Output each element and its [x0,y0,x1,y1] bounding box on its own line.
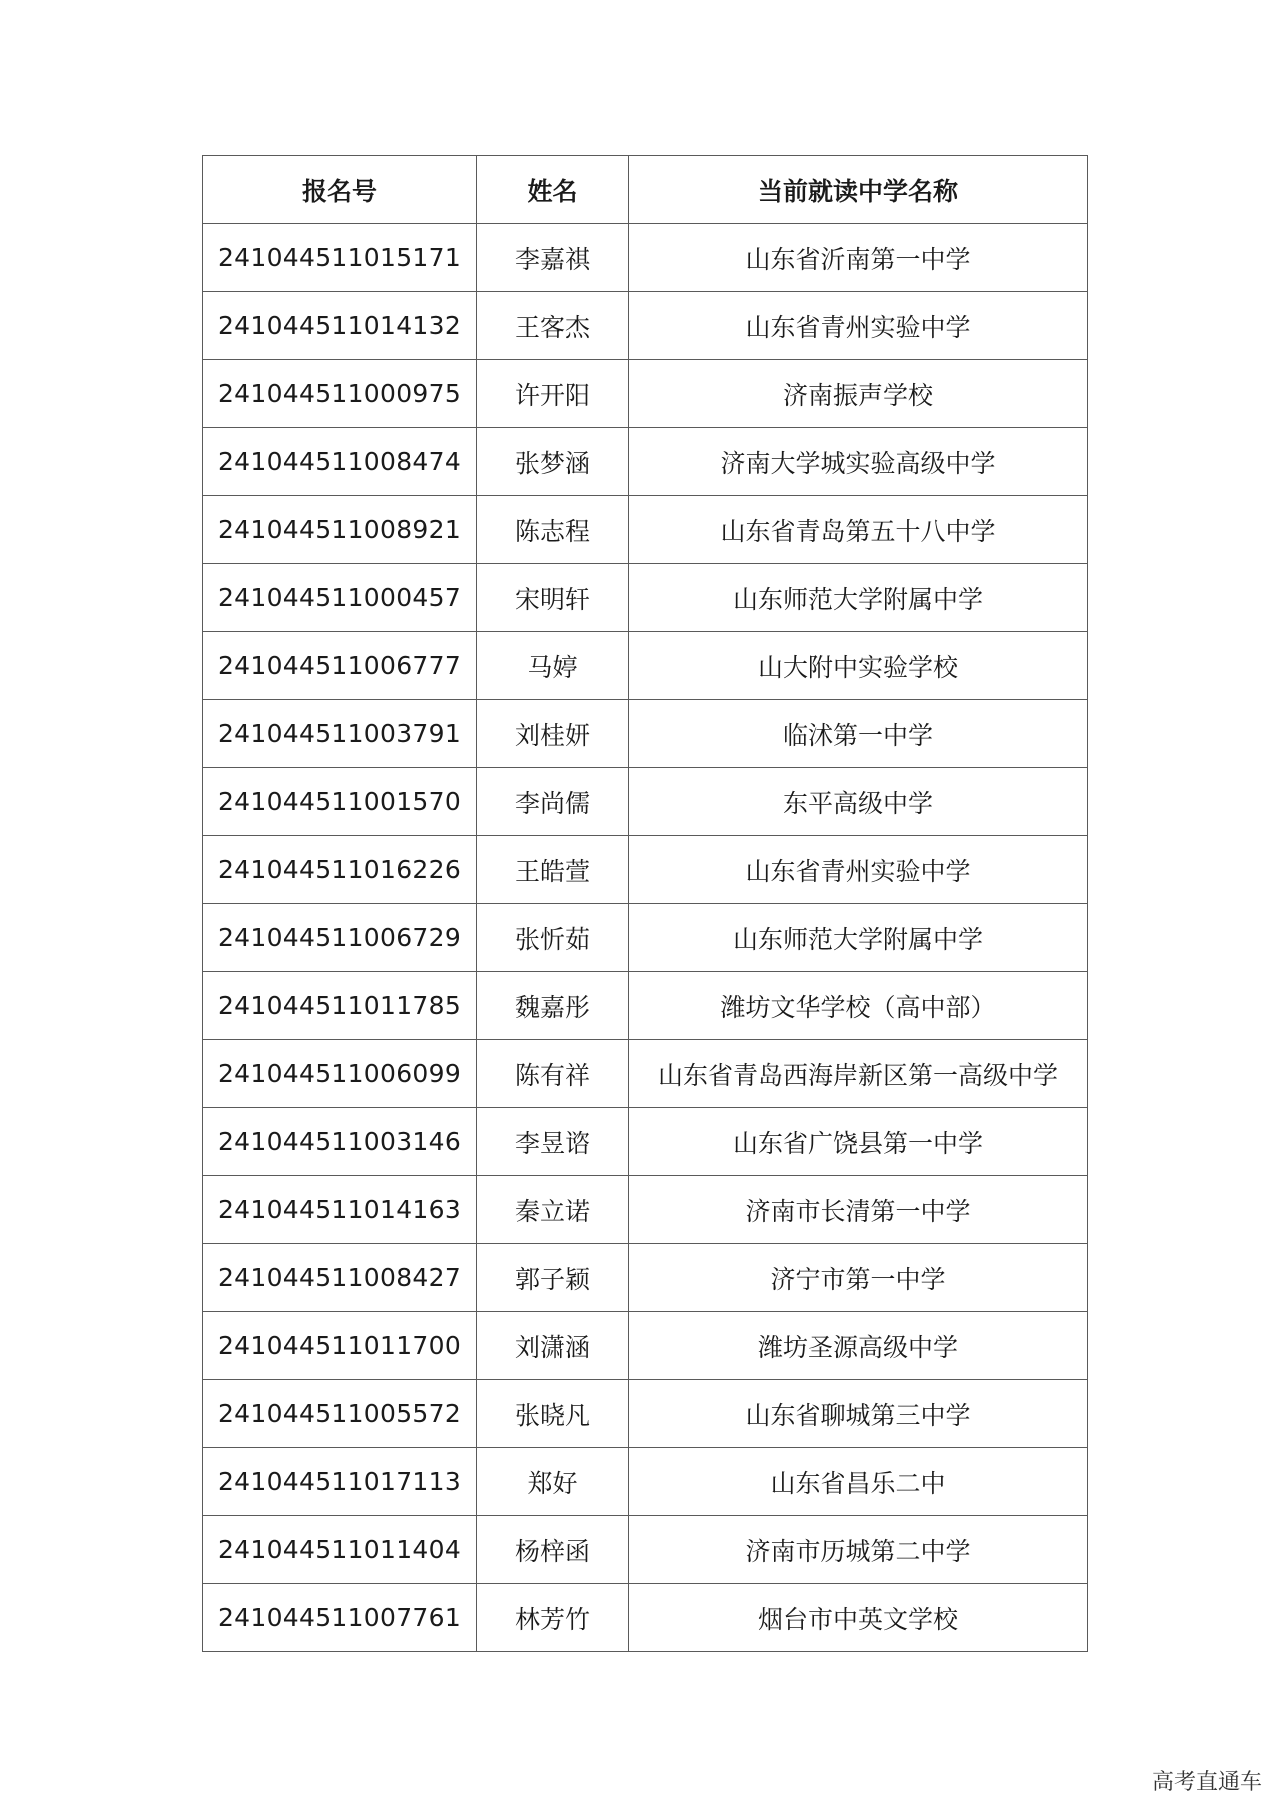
student-name-cell: 张忻茹 [477,904,629,972]
table-row [203,1244,1088,1312]
header-school: 当前就读中学名称 [629,156,1088,224]
student-name-cell: 刘桂妍 [477,700,629,768]
student-name-cell: 王客杰 [477,292,629,360]
header-name: 姓名 [477,156,629,224]
table-row [203,1040,1088,1108]
school-name-cell: 潍坊圣源高级中学 [629,1312,1088,1380]
school-name-cell: 东平高级中学 [629,768,1088,836]
school-name-cell: 山东省昌乐二中 [629,1448,1088,1516]
table-row [203,1516,1088,1584]
registration-number-cell: 241044511006099 [203,1040,477,1108]
registration-number-cell: 241044511003146 [203,1108,477,1176]
registration-number-cell: 241044511005572 [203,1380,477,1448]
table-row [203,904,1088,972]
registration-number-cell: 241044511011404 [203,1516,477,1584]
student-name-cell: 陈有祥 [477,1040,629,1108]
registration-number-cell: 241044511007761 [203,1584,477,1652]
table-row [203,564,1088,632]
school-name-cell: 山东省聊城第三中学 [629,1380,1088,1448]
table-row [203,632,1088,700]
student-name-cell: 马婷 [477,632,629,700]
registration-number-cell: 241044511017113 [203,1448,477,1516]
table-row [203,972,1088,1040]
student-name-cell: 郑好 [477,1448,629,1516]
school-name-cell: 山东省沂南第一中学 [629,224,1088,292]
school-name-cell: 济南市长清第一中学 [629,1176,1088,1244]
school-name-cell: 山东师范大学附属中学 [629,564,1088,632]
student-name-cell: 张晓凡 [477,1380,629,1448]
student-name-cell: 秦立诺 [477,1176,629,1244]
table-row [203,1108,1088,1176]
student-name-cell: 林芳竹 [477,1584,629,1652]
table-row [203,1176,1088,1244]
table-row [203,1584,1088,1652]
student-name-cell: 李嘉祺 [477,224,629,292]
student-name-cell: 陈志程 [477,496,629,564]
registration-number-cell: 241044511001570 [203,768,477,836]
table-row [203,700,1088,768]
registration-number-cell: 241044511008921 [203,496,477,564]
student-name-cell: 宋明轩 [477,564,629,632]
registration-number-cell: 241044511014132 [203,292,477,360]
table-header [203,156,1088,224]
school-name-cell: 山东省广饶县第一中学 [629,1108,1088,1176]
school-name-cell: 山东省青岛西海岸新区第一高级中学 [629,1040,1088,1108]
school-name-cell: 临沭第一中学 [629,700,1088,768]
student-name-cell: 刘潇涵 [477,1312,629,1380]
student-name-cell: 王皓萱 [477,836,629,904]
registration-number-cell: 241044511016226 [203,836,477,904]
table-row [203,836,1088,904]
table-row [203,428,1088,496]
student-name-cell: 李尚儒 [477,768,629,836]
school-name-cell: 济宁市第一中学 [629,1244,1088,1312]
table-row [203,768,1088,836]
admission-list-table [202,155,1088,1652]
school-name-cell: 济南市历城第二中学 [629,1516,1088,1584]
registration-number-cell: 241044511006729 [203,904,477,972]
school-name-cell: 烟台市中英文学校 [629,1584,1088,1652]
header-registration-number: 报名号 [203,156,477,224]
table-body [203,224,1088,1652]
registration-number-cell: 241044511008427 [203,1244,477,1312]
school-name-cell: 山东省青州实验中学 [629,292,1088,360]
student-name-cell: 杨梓函 [477,1516,629,1584]
table-row [203,1312,1088,1380]
table-row [203,292,1088,360]
school-name-cell: 山东省青州实验中学 [629,836,1088,904]
registration-number-cell: 241044511011785 [203,972,477,1040]
registration-number-cell: 241044511015171 [203,224,477,292]
table-row [203,496,1088,564]
registration-number-cell: 241044511003791 [203,700,477,768]
student-name-cell: 李昱谘 [477,1108,629,1176]
school-name-cell: 济南振声学校 [629,360,1088,428]
school-name-cell: 潍坊文华学校（高中部） [629,972,1088,1040]
student-name-cell: 许开阳 [477,360,629,428]
header-row [203,156,1088,224]
registration-number-cell: 241044511008474 [203,428,477,496]
student-name-cell: 张梦涵 [477,428,629,496]
school-name-cell: 山东省青岛第五十八中学 [629,496,1088,564]
registration-number-cell: 241044511011700 [203,1312,477,1380]
registration-number-cell: 241044511000457 [203,564,477,632]
table-row [203,1380,1088,1448]
registration-number-cell: 241044511000975 [203,360,477,428]
school-name-cell: 山东师范大学附属中学 [629,904,1088,972]
table-row [203,224,1088,292]
school-name-cell: 济南大学城实验高级中学 [629,428,1088,496]
table-row [203,1448,1088,1516]
student-name-cell: 郭子颖 [477,1244,629,1312]
registration-number-cell: 241044511006777 [203,632,477,700]
registration-number-cell: 241044511014163 [203,1176,477,1244]
school-name-cell: 山大附中实验学校 [629,632,1088,700]
student-name-cell: 魏嘉彤 [477,972,629,1040]
table-row [203,360,1088,428]
watermark-text: 高考直通车 [1151,1770,1262,1795]
